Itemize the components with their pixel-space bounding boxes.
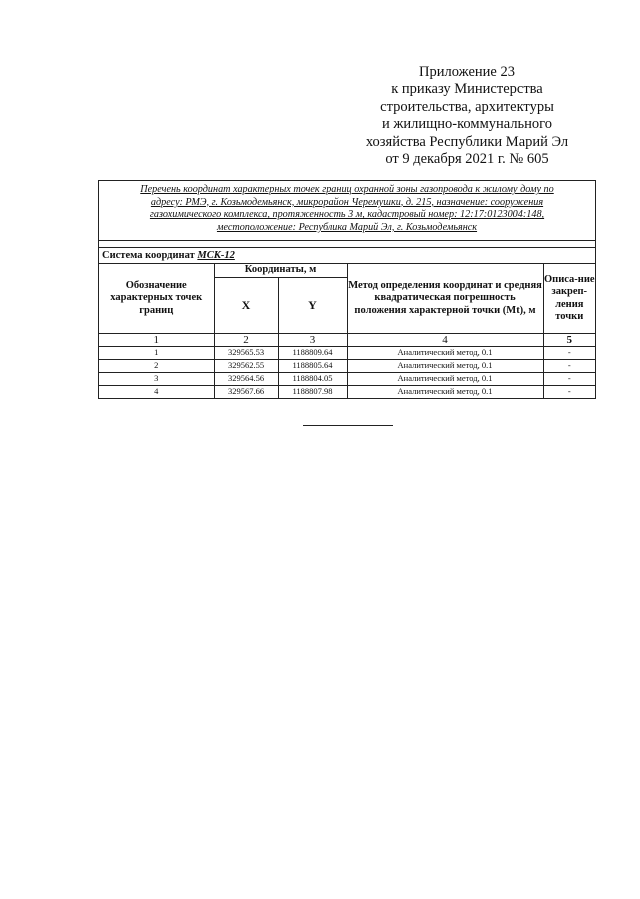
cell-method: Аналитический метод, 0.1: [347, 359, 543, 372]
appendix-line: хозяйства Республики Марий Эл: [365, 133, 569, 150]
cell-y: 1188809.64: [278, 346, 347, 359]
coordinates-table: [99, 264, 595, 398]
table-row: [99, 359, 595, 372]
column-number: 2: [214, 333, 278, 346]
header-y: Y: [278, 277, 347, 333]
appendix-line: строительства, архитектуры: [380, 98, 554, 115]
table-row: [99, 372, 595, 385]
description-line: адресу: РМЭ, г. Козьмодемьянск, микрорайон Черемушки, д. 215, назначение: сооружения: [150, 196, 544, 208]
cell-x: 329562.55: [214, 359, 278, 372]
appendix-line: от 9 декабря 2021 г. № 605: [385, 151, 549, 168]
cell-point: 3: [99, 372, 214, 385]
column-number: 1: [99, 333, 214, 346]
cell-description: -: [543, 372, 595, 385]
cell-x: 329564.56: [214, 372, 278, 385]
column-number-row: [99, 333, 595, 346]
appendix-line: Приложение 23: [419, 64, 515, 80]
description-block: [99, 181, 595, 241]
header-method: Метод определения координат и средняя квадратическая погрешность положения характерной точки (Mt), м: [347, 264, 543, 333]
column-number: 3: [278, 333, 347, 346]
end-rule: [303, 425, 393, 426]
description-line: местоположение: Республика Марий Эл, г. Козьмодемьянск: [216, 221, 478, 233]
appendix-header: [352, 64, 582, 168]
appendix-line: к приказу Министерства: [391, 81, 543, 98]
spacer-row: [99, 241, 595, 248]
cell-x: 329565.53: [214, 346, 278, 359]
cell-y: 1188807.98: [278, 385, 347, 398]
cell-point: 4: [99, 385, 214, 398]
cell-description: -: [543, 359, 595, 372]
cell-description: -: [543, 346, 595, 359]
header-coordinates: Координаты, м: [214, 264, 347, 277]
coordinate-system: [99, 248, 595, 264]
cell-method: Аналитический метод, 0.1: [347, 372, 543, 385]
cell-method: Аналитический метод, 0.1: [347, 385, 543, 398]
header-description: Описа-ние закреп-ления точки: [543, 264, 595, 333]
coordinates-frame: [98, 180, 596, 399]
cell-y: 1188804.05: [278, 372, 347, 385]
table-row: [99, 346, 595, 359]
column-number: 5: [543, 333, 595, 346]
header-point: Обозначение характерных точек границ: [99, 264, 214, 333]
appendix-line: и жилищно-коммунального: [381, 116, 553, 133]
cell-point: 2: [99, 359, 214, 372]
header-x: X: [214, 277, 278, 333]
cell-x: 329567.66: [214, 385, 278, 398]
cell-method: Аналитический метод, 0.1: [347, 346, 543, 359]
cell-y: 1188805.64: [278, 359, 347, 372]
table-row: [99, 385, 595, 398]
coordinate-system-value: МСК-12: [197, 250, 235, 262]
column-number: 4: [347, 333, 543, 346]
description-line: Перечень координат характерных точек границ охранной зоны газопровода к жилому дому по: [140, 184, 554, 195]
cell-point: 1: [99, 346, 214, 359]
cell-description: -: [543, 385, 595, 398]
description-line: газохимического комплекса, протяженность 3 м, кадастровый номер: 12:17:0123004:148,: [149, 209, 545, 221]
coordinate-system-label: Система координат: [102, 250, 198, 262]
